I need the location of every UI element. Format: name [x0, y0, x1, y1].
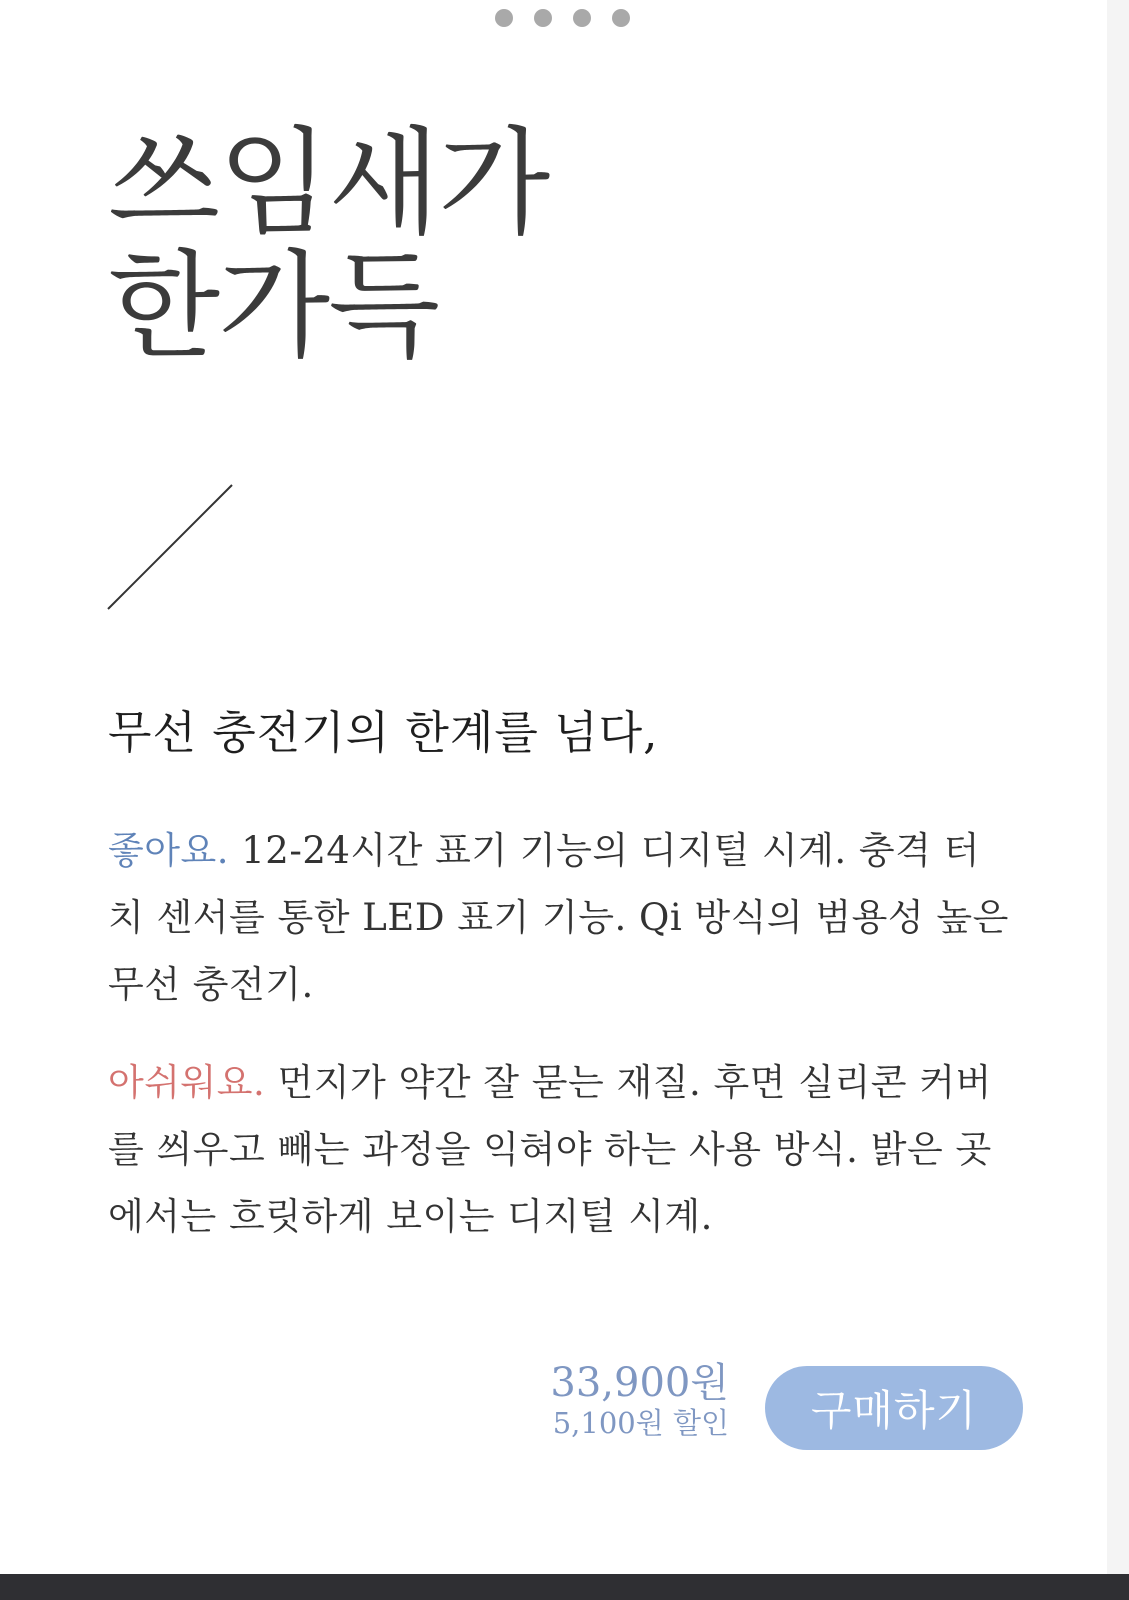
bottom-bar	[0, 1574, 1129, 1600]
review-cons	[108, 1049, 1013, 1250]
page-indicator	[495, 9, 630, 27]
cons-text: 먼지가 약간 잘 묻는 재질. 후면 실리콘 커버를 씌우고 빼는 과정을 익혀야 하는 사용 방식. 밝은 곳에서는 흐릿하게 보이는 디지털 시계.	[108, 1061, 992, 1238]
right-edge-strip	[1107, 0, 1129, 1574]
decorative-slash-line	[106, 483, 234, 611]
page-indicator-dot[interactable]	[534, 9, 552, 27]
discount-value: 5,100원 할인	[552, 1406, 729, 1440]
price-value: 33,900원	[550, 1360, 729, 1406]
page-title	[108, 116, 549, 374]
section-subtitle: 무선 충전기의 한계를 넘다,	[108, 706, 659, 759]
page-indicator-dot[interactable]	[612, 9, 630, 27]
review-pros	[108, 817, 1013, 1018]
pros-tag: 좋아요.	[108, 829, 229, 872]
page-indicator-dot[interactable]	[573, 9, 591, 27]
page-title-line-2: 한가득	[108, 239, 439, 374]
cons-tag: 아쉬워요.	[108, 1061, 266, 1104]
page-indicator-dot[interactable]	[495, 9, 513, 27]
page-title-line-1: 쓰임새가	[108, 116, 549, 251]
price-block	[550, 1361, 729, 1441]
pros-text: 12-24시간 표기 기능의 디지털 시계. 충격 터치 센서를 통한 LED 표기 기능. Qi 방식의 범용성 높은 무선 충전기.	[108, 829, 1009, 1006]
buy-button[interactable]: 구매하기	[765, 1366, 1023, 1450]
